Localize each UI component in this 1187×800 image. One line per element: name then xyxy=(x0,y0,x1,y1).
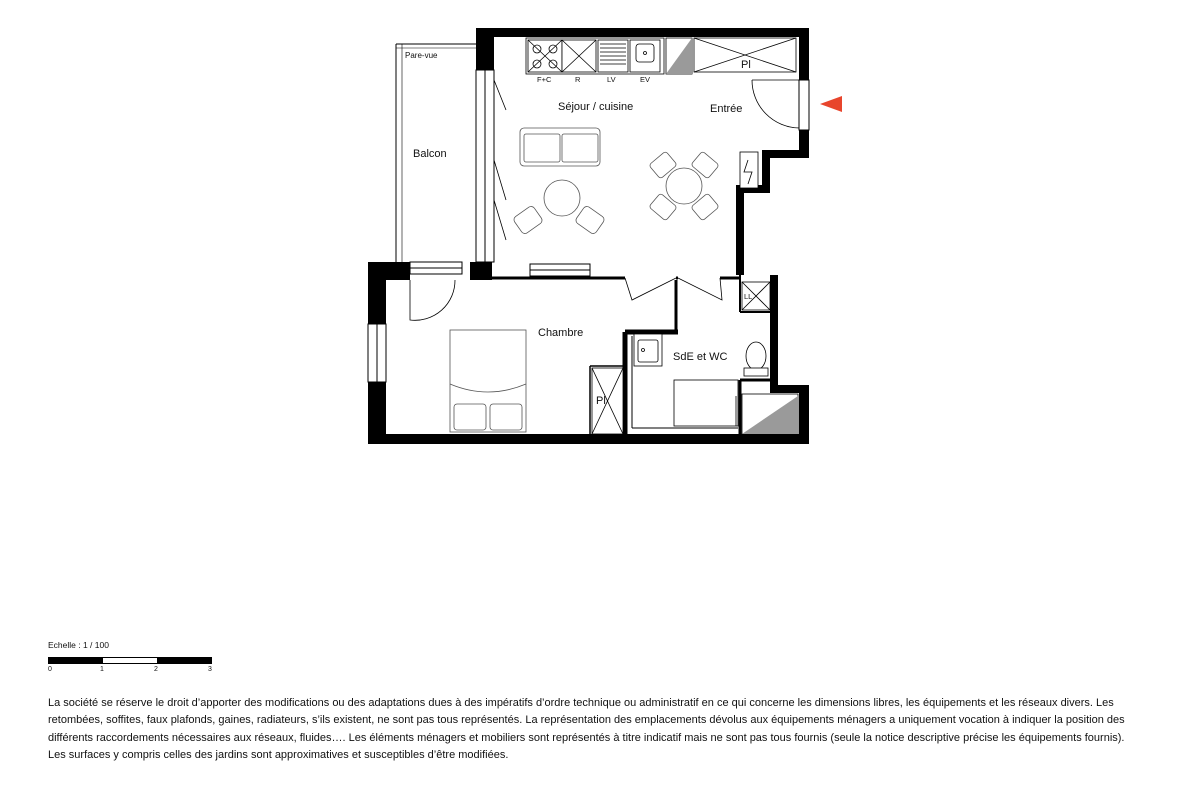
dining-table xyxy=(649,151,719,221)
label-bathroom-wc: SdE et WC xyxy=(673,351,728,363)
scale-tick: 1 xyxy=(100,666,104,673)
scale-title: Echelle : 1 / 100 xyxy=(48,640,109,650)
label-bedroom: Chambre xyxy=(538,327,584,339)
shaft xyxy=(742,394,798,434)
label-living-kitchen: Séjour / cuisine xyxy=(558,101,634,113)
exterior-walls xyxy=(368,28,809,444)
coffee-table xyxy=(512,180,605,235)
scale-tick: 3 xyxy=(208,666,212,673)
scale-bar xyxy=(48,657,212,664)
scale-segment xyxy=(49,658,103,663)
disclaimer-paragraph: Les surfaces y compris celles des jardins sont approximatives et susceptibles d’être modifiées. xyxy=(48,749,509,762)
sofa xyxy=(520,128,600,166)
entrance-arrow-icon xyxy=(820,96,842,112)
disclaimer-paragraph: La société se réserve le droit d’apporter des modifications ou des adaptations dues à des impératifs d’ordre technique ou administratif en ce qui concerne les dimensions libres, les équipements et les réseaux divers. Les retombées, soffites, faux plafonds, gaines, radiateurs, s’ils existent, ne sont pas tous représentés. La représentation des emplacements dévolus aux équipements ménagers a uniquement vocation à indiquer la position des différents raccordements nécessaires aux réseaux, fluides…. Les éléments ménagers et mobiliers sont représentés à titre indicatif mais ne sont pas tous fournis (seule la notice descriptive précise les équipements fournis). xyxy=(48,697,1125,744)
disclaimer xyxy=(48,695,1170,765)
label-fridge: R xyxy=(575,75,581,84)
label-washing-machine: LL xyxy=(744,292,753,301)
label-privacy-screen: Pare-vue xyxy=(405,51,438,60)
label-closet-entrance: Pl xyxy=(741,59,751,71)
scale-segment xyxy=(157,658,211,663)
label-sink: EV xyxy=(640,75,651,84)
scale-segment xyxy=(103,658,157,663)
balcony-door xyxy=(494,80,506,240)
electrical-panel xyxy=(740,152,758,188)
entrance-door xyxy=(752,80,799,128)
label-entrance: Entrée xyxy=(710,103,743,115)
kitchen-counter xyxy=(526,38,796,74)
scale-tick: 0 xyxy=(48,666,52,673)
scale-tick: 2 xyxy=(154,666,158,673)
label-dishwasher: LV xyxy=(607,75,616,84)
bed xyxy=(450,330,526,432)
label-balcony: Balcon xyxy=(413,148,447,160)
label-closet-bedroom: Pl xyxy=(596,395,606,407)
label-hob-oven: F+C xyxy=(537,75,552,84)
